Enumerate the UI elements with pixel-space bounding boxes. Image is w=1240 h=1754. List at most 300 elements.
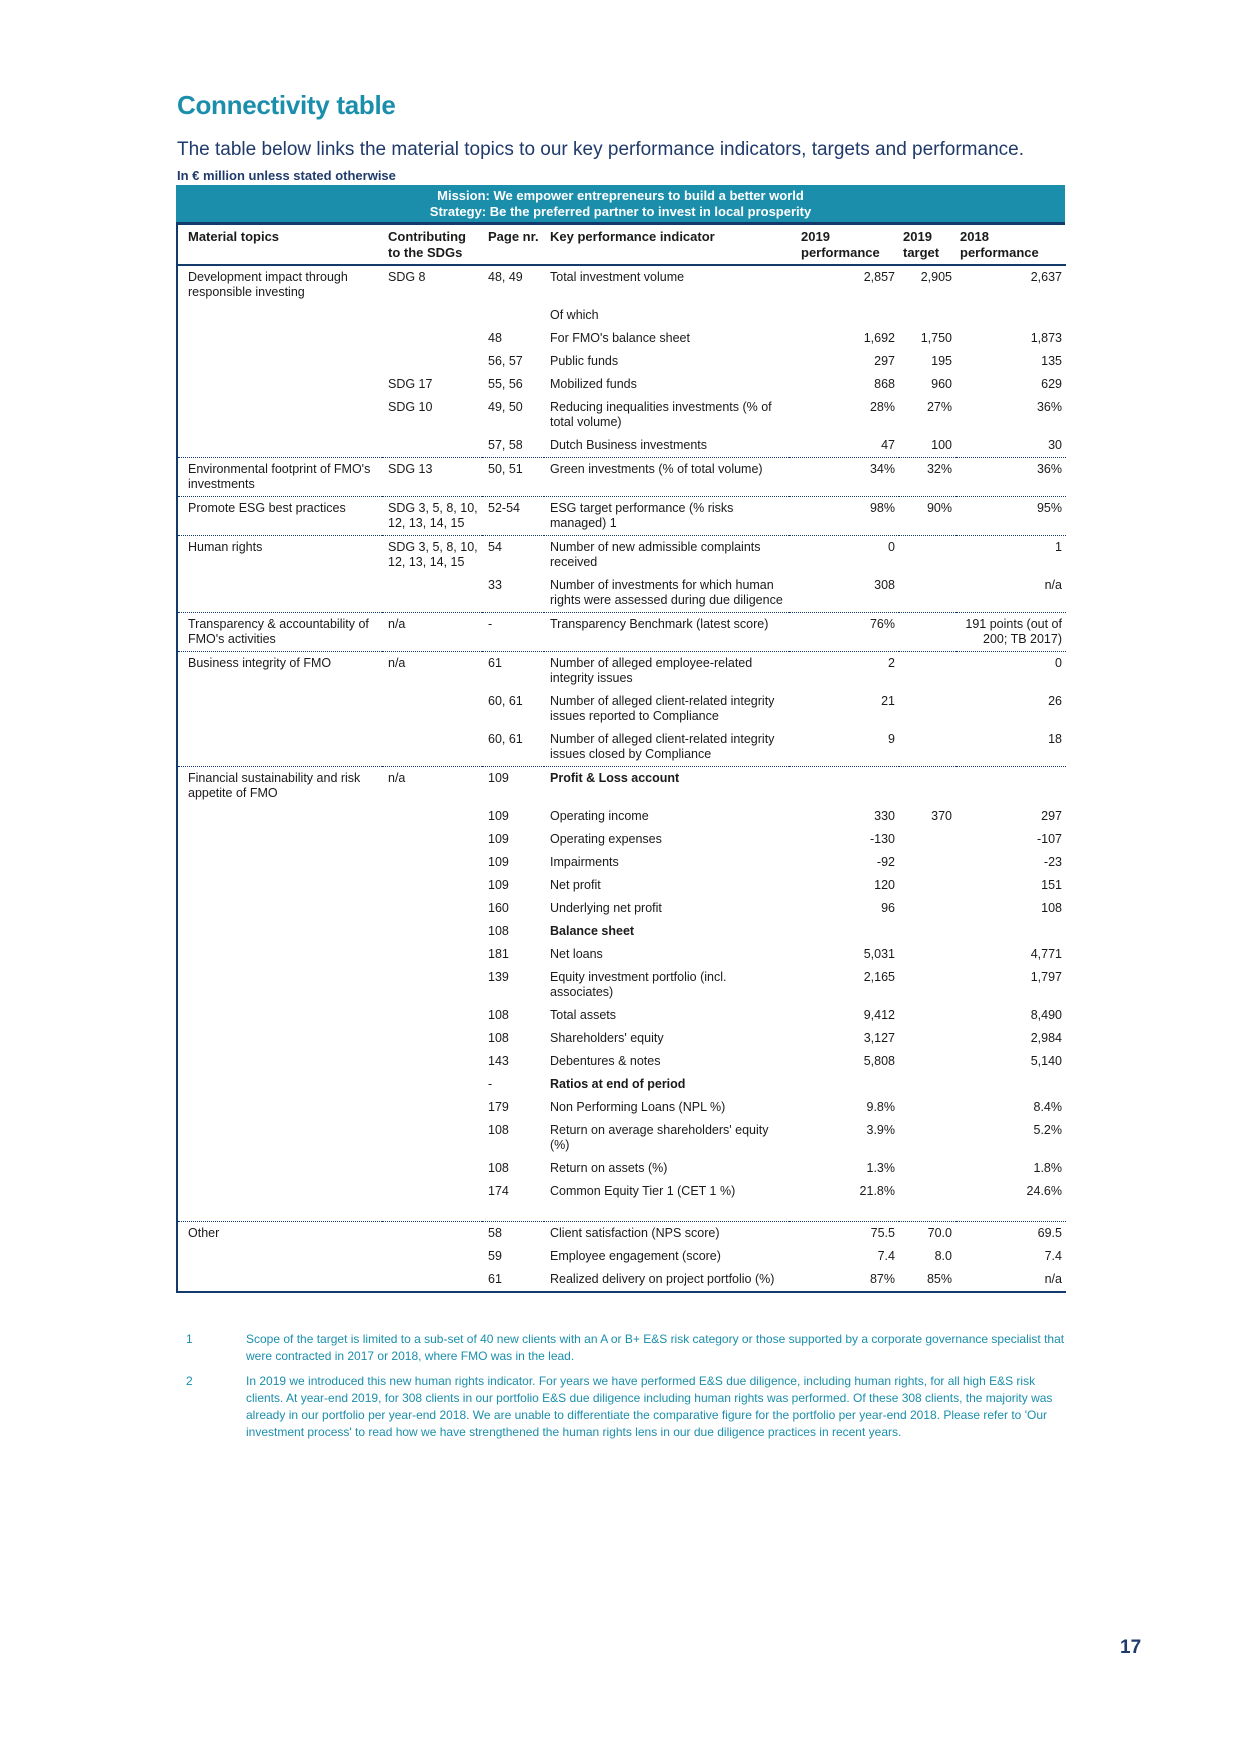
cell-page: 109 xyxy=(488,878,509,892)
cell-perf-2019: 868 xyxy=(874,377,895,391)
cell-perf-2018: n/a xyxy=(1044,1272,1062,1286)
cell-page: - xyxy=(482,613,544,652)
cell-kpi: Mobilized funds xyxy=(550,377,637,391)
cell-perf-2019: 9 xyxy=(888,732,895,746)
table-row xyxy=(177,265,1066,304)
cell-page: 139 xyxy=(488,970,509,984)
cell-kpi: Reducing inequalities investments (% of total volume) xyxy=(550,400,772,429)
cell-topic xyxy=(177,1027,382,1050)
cell-sdg xyxy=(382,574,482,613)
cell-target-2019: 27% xyxy=(926,400,952,414)
table-row xyxy=(177,828,1066,851)
cell-perf-2018: 95% xyxy=(956,497,1066,536)
cell-topic xyxy=(177,1245,382,1268)
table-row xyxy=(177,304,1066,327)
cell-page: 52-54 xyxy=(482,497,544,536)
cell-kpi: Balance sheet xyxy=(550,924,635,938)
table-row xyxy=(177,497,1066,536)
cell-page: 179 xyxy=(488,1100,509,1114)
cell-sdg xyxy=(382,1096,482,1119)
cell-page: 48, 49 xyxy=(488,270,523,284)
cell-perf-2019: 9,412 xyxy=(863,1008,895,1022)
cell-page: 49, 50 xyxy=(488,400,523,414)
connectivity-table xyxy=(176,185,1065,1293)
cell-topic xyxy=(177,1004,382,1027)
cell-kpi: Net profit xyxy=(550,878,601,892)
cell-topic xyxy=(177,1119,382,1157)
table-row xyxy=(177,920,1066,943)
cell-kpi: Net loans xyxy=(550,947,603,961)
cell-perf-2018: 5.2% xyxy=(1033,1123,1062,1137)
cell-target-2019 xyxy=(899,851,956,874)
cell-topic xyxy=(177,805,382,828)
cell-page: 55, 56 xyxy=(488,377,523,391)
table-row xyxy=(177,1096,1066,1119)
cell-perf-2018: 1,873 xyxy=(1030,331,1062,345)
cell-target-2019 xyxy=(899,1004,956,1027)
cell-perf-2019 xyxy=(789,304,899,327)
cell-page: - xyxy=(488,1077,493,1091)
cell-topic xyxy=(177,728,382,767)
cell-perf-2019: 28% xyxy=(869,400,895,414)
cell-sdg xyxy=(382,1027,482,1050)
cell-page: 108 xyxy=(488,1161,509,1175)
cell-perf-2018: 8,490 xyxy=(1030,1008,1062,1022)
page-number: 17 xyxy=(1120,1637,1142,1658)
cell-perf-2018: 1.8% xyxy=(1033,1161,1062,1175)
table-row xyxy=(177,1027,1066,1050)
cell-sdg: SDG 10 xyxy=(388,400,433,414)
cell-perf-2018: 24.6% xyxy=(1026,1184,1062,1198)
cell-page: 60, 61 xyxy=(488,732,523,746)
cell-sdg xyxy=(382,350,482,373)
cell-kpi: Debentures & notes xyxy=(550,1054,661,1068)
cell-kpi: Shareholders' equity xyxy=(550,1031,664,1045)
cell-topic xyxy=(177,966,382,1004)
cell-perf-2018: 69.5 xyxy=(956,1222,1066,1246)
cell-sdg xyxy=(382,1004,482,1027)
cell-kpi: Operating income xyxy=(550,809,649,823)
cell-perf-2018: -23 xyxy=(1043,855,1062,869)
header-page: Page nr. xyxy=(482,225,544,265)
table-row xyxy=(177,350,1066,373)
cell-page: 181 xyxy=(488,947,509,961)
cell-perf-2018: 8.4% xyxy=(1033,1100,1062,1114)
cell-perf-2019: 2,857 xyxy=(863,270,895,284)
cell-target-2019 xyxy=(899,1027,956,1050)
header-kpi: Key performance indicator xyxy=(544,225,789,265)
cell-page: 108 xyxy=(488,1123,509,1137)
cell-kpi: Dutch Business investments xyxy=(550,438,708,452)
cell-topic: Other xyxy=(177,1222,382,1246)
cell-sdg xyxy=(382,434,482,458)
header-perf-2018: 2018 performance xyxy=(956,225,1066,265)
header-target-2019: 2019 target xyxy=(899,225,956,265)
cell-kpi: Number of alleged client-related integrity issues closed by Compliance xyxy=(550,732,775,761)
table-row xyxy=(177,327,1066,350)
cell-target-2019 xyxy=(899,767,956,806)
table-row xyxy=(177,373,1066,396)
cell-kpi: Of which xyxy=(550,308,599,322)
cell-kpi: Number of new admissible complaints received xyxy=(544,536,789,575)
cell-target-2019 xyxy=(899,728,956,767)
table-row xyxy=(177,458,1066,497)
table-row xyxy=(177,434,1066,458)
cell-topic xyxy=(177,396,382,434)
cell-sdg xyxy=(382,304,482,327)
cell-topic xyxy=(177,851,382,874)
cell-sdg xyxy=(382,897,482,920)
cell-target-2019: 85% xyxy=(926,1272,952,1286)
cell-perf-2018: n/a xyxy=(1044,578,1062,592)
banner-strategy: Strategy: Be the preferred partner to invest in local prosperity xyxy=(429,204,812,219)
cell-topic xyxy=(177,920,382,943)
cell-page: 57, 58 xyxy=(488,438,523,452)
table-row xyxy=(177,1268,1066,1292)
header-topic: Material topics xyxy=(177,225,382,265)
cell-topic xyxy=(177,1157,382,1180)
cell-perf-2019: 2,165 xyxy=(863,970,895,984)
page-subtitle: The table below links the material topics to our key performance indicators, targets and performance. xyxy=(177,139,1024,160)
cell-perf-2019: 3,127 xyxy=(863,1031,895,1045)
cell-sdg xyxy=(382,943,482,966)
cell-target-2019: 32% xyxy=(899,458,956,497)
cell-target-2019 xyxy=(899,1073,956,1096)
cell-perf-2019: 87% xyxy=(869,1272,895,1286)
cell-sdg xyxy=(382,1222,482,1246)
cell-target-2019: 70.0 xyxy=(899,1222,956,1246)
cell-target-2019 xyxy=(899,1157,956,1180)
cell-kpi: Number of alleged employee-related integrity issues xyxy=(544,652,789,691)
cell-page: 33 xyxy=(488,578,502,592)
cell-target-2019: 8.0 xyxy=(934,1249,952,1263)
cell-kpi: Green investments (% of total volume) xyxy=(544,458,789,497)
cell-page: 50, 51 xyxy=(482,458,544,497)
cell-perf-2019: 3.9% xyxy=(866,1123,895,1137)
page-title: Connectivity table xyxy=(177,90,396,120)
cell-perf-2019 xyxy=(789,920,899,943)
cell-topic xyxy=(177,373,382,396)
cell-page: 54 xyxy=(482,536,544,575)
cell-kpi: Equity investment portfolio (incl. associates) xyxy=(550,970,727,999)
cell-page: 109 xyxy=(488,809,509,823)
cell-topic xyxy=(177,1268,382,1292)
cell-perf-2019: 0 xyxy=(789,536,899,575)
cell-target-2019 xyxy=(899,1180,956,1203)
cell-topic xyxy=(177,1073,382,1096)
footnote-number: 2 xyxy=(186,1374,193,1388)
cell-topic xyxy=(177,350,382,373)
cell-perf-2019: -92 xyxy=(876,855,895,869)
cell-page: 60, 61 xyxy=(488,694,523,708)
cell-topic xyxy=(177,828,382,851)
cell-perf-2019: 2 xyxy=(789,652,899,691)
cell-perf-2018 xyxy=(956,1073,1066,1096)
cell-topic xyxy=(177,434,382,458)
table-row xyxy=(177,1180,1066,1203)
cell-perf-2019: 1.3% xyxy=(866,1161,895,1175)
cell-target-2019 xyxy=(899,828,956,851)
cell-topic xyxy=(177,1180,382,1203)
cell-perf-2018: 36% xyxy=(956,458,1066,497)
table-row xyxy=(177,874,1066,897)
header-perf-2019: 2019 performance xyxy=(789,225,899,265)
cell-sdg xyxy=(382,728,482,767)
cell-page: 174 xyxy=(488,1184,509,1198)
cell-target-2019 xyxy=(899,652,956,691)
cell-target-2019 xyxy=(899,574,956,613)
cell-perf-2019: 47 xyxy=(881,438,895,452)
cell-perf-2019: 21.8% xyxy=(859,1184,895,1198)
cell-page: 56, 57 xyxy=(488,354,523,368)
spacer-cell xyxy=(177,1203,1066,1222)
table-spacer-row xyxy=(177,1203,1066,1222)
cell-perf-2018: 1,797 xyxy=(1030,970,1062,984)
header-sdg: Contributing to the SDGs xyxy=(382,225,482,265)
cell-perf-2018 xyxy=(956,920,1066,943)
table-banner xyxy=(176,185,1065,225)
cell-kpi: Public funds xyxy=(550,354,619,368)
cell-kpi: Total assets xyxy=(550,1008,617,1022)
cell-sdg: SDG 3, 5, 8, 10, 12, 13, 14, 15 xyxy=(382,497,482,536)
cell-target-2019 xyxy=(899,304,956,327)
cell-kpi: Total investment volume xyxy=(550,270,685,284)
cell-page: 108 xyxy=(488,1008,509,1022)
cell-perf-2018: 1 xyxy=(956,536,1066,575)
cell-perf-2018: 151 xyxy=(1041,878,1062,892)
cell-topic: Human rights xyxy=(177,536,382,575)
cell-target-2019 xyxy=(899,966,956,1004)
cell-kpi: Profit & Loss account xyxy=(544,767,789,806)
table-row xyxy=(177,1222,1066,1246)
cell-page: 143 xyxy=(488,1054,509,1068)
cell-topic xyxy=(177,1050,382,1073)
cell-perf-2019 xyxy=(789,767,899,806)
cell-perf-2018: 26 xyxy=(1048,694,1062,708)
cell-kpi: Common Equity Tier 1 (CET 1 %) xyxy=(550,1184,736,1198)
cell-target-2019 xyxy=(899,536,956,575)
cell-topic xyxy=(177,897,382,920)
cell-sdg: SDG 17 xyxy=(388,377,433,391)
table-row xyxy=(177,574,1066,613)
cell-perf-2018: 7.4 xyxy=(1044,1249,1062,1263)
table-header-row xyxy=(177,225,1066,265)
cell-kpi: Operating expenses xyxy=(550,832,662,846)
cell-sdg xyxy=(382,966,482,1004)
cell-topic: Financial sustainability and risk appetite of FMO xyxy=(177,767,382,806)
table-row xyxy=(177,652,1066,691)
cell-perf-2018: -107 xyxy=(1036,832,1062,846)
cell-page: 58 xyxy=(482,1222,544,1246)
cell-perf-2019: 98% xyxy=(789,497,899,536)
cell-perf-2019: 76% xyxy=(789,613,899,652)
cell-kpi: For FMO's balance sheet xyxy=(550,331,690,345)
cell-sdg xyxy=(382,690,482,728)
table-row xyxy=(177,943,1066,966)
cell-page: 48 xyxy=(488,331,502,345)
cell-perf-2018: 297 xyxy=(1041,809,1062,823)
cell-topic xyxy=(177,304,382,327)
cell-sdg xyxy=(382,327,482,350)
cell-sdg: n/a xyxy=(382,613,482,652)
cell-target-2019: 195 xyxy=(931,354,952,368)
cell-target-2019: 370 xyxy=(931,809,952,823)
cell-perf-2018: 5,140 xyxy=(1030,1054,1062,1068)
cell-kpi: Client satisfaction (NPS score) xyxy=(544,1222,789,1246)
cell-target-2019 xyxy=(899,897,956,920)
cell-sdg xyxy=(382,874,482,897)
cell-kpi: Transparency Benchmark (latest score) xyxy=(544,613,789,652)
cell-kpi: Number of alleged client-related integrity issues reported to Compliance xyxy=(550,694,775,723)
cell-perf-2019: 330 xyxy=(874,809,895,823)
cell-target-2019: 1,750 xyxy=(920,331,952,345)
cell-perf-2018: 135 xyxy=(1041,354,1062,368)
footnote-text: Scope of the target is limited to a sub-set of 40 new clients with an A or B+ E&S risk category or those supported by a corporate governance specialist that were contracted in 2017 or 2018, where FMO was in the lead. xyxy=(246,1332,1065,1363)
table-row xyxy=(177,897,1066,920)
cell-perf-2018: 191 points (out of 200; TB 2017) xyxy=(956,613,1066,652)
cell-topic xyxy=(177,690,382,728)
cell-perf-2019: 21 xyxy=(881,694,895,708)
cell-kpi: Return on assets (%) xyxy=(550,1161,668,1175)
cell-target-2019: 90% xyxy=(899,497,956,536)
cell-perf-2019: 9.8% xyxy=(866,1100,895,1114)
cell-topic: Development impact through responsible investing xyxy=(188,270,348,299)
cell-page: 108 xyxy=(488,924,509,938)
footnote xyxy=(186,1373,1066,1441)
table-row xyxy=(177,805,1066,828)
cell-page: 108 xyxy=(488,1031,509,1045)
cell-perf-2019: 297 xyxy=(874,354,895,368)
banner-mission: Mission: We empower entrepreneurs to build a better world xyxy=(437,188,804,203)
cell-target-2019: 100 xyxy=(931,438,952,452)
cell-topic xyxy=(177,1096,382,1119)
footnotes xyxy=(186,1331,1066,1449)
cell-perf-2019: 308 xyxy=(874,578,895,592)
cell-topic: Transparency & accountability of FMO's activities xyxy=(177,613,382,652)
table-row xyxy=(177,966,1066,1004)
table-row xyxy=(177,1119,1066,1157)
cell-page: 61 xyxy=(488,1272,502,1286)
cell-topic: Business integrity of FMO xyxy=(177,652,382,691)
cell-perf-2018: 30 xyxy=(1048,438,1062,452)
kpi-table xyxy=(176,225,1066,1293)
table-row xyxy=(177,536,1066,575)
unit-note: In € million unless stated otherwise xyxy=(177,168,396,183)
table-row xyxy=(177,1073,1066,1096)
cell-target-2019: 2,905 xyxy=(920,270,952,284)
table-row xyxy=(177,728,1066,767)
cell-perf-2019: 5,808 xyxy=(863,1054,895,1068)
cell-perf-2019: 7.4 xyxy=(877,1249,895,1263)
cell-kpi: Return on average shareholders' equity (%) xyxy=(550,1123,769,1152)
cell-page: 109 xyxy=(482,767,544,806)
cell-page: 59 xyxy=(488,1249,502,1263)
cell-sdg xyxy=(382,1119,482,1157)
cell-sdg xyxy=(382,1180,482,1203)
cell-sdg xyxy=(382,805,482,828)
cell-topic xyxy=(177,874,382,897)
cell-topic xyxy=(177,327,382,350)
footnote-text: In 2019 we introduced this new human rights indicator. For years we have performed E&S due diligence, including human rights, for all high E&S risk clients. At year-end 2019, for 308 clients in our portfolio E&S due diligence including human rights was performed. Of these 308 clients, the majority was already in our portfolio per year-end 2018. We are unable to differentiate the comparative figure for the portfolio per year-end 2018. Please refer to 'Our investment process' to read how we have strengthened the human rights lens in our due diligence practices in recent years. xyxy=(246,1374,1053,1439)
cell-topic: Environmental footprint of FMO's investments xyxy=(177,458,382,497)
table-row xyxy=(177,851,1066,874)
cell-sdg xyxy=(382,1268,482,1292)
cell-target-2019 xyxy=(899,874,956,897)
cell-target-2019 xyxy=(899,1119,956,1157)
cell-perf-2018 xyxy=(956,767,1066,806)
cell-sdg xyxy=(382,828,482,851)
cell-target-2019 xyxy=(899,690,956,728)
cell-sdg: SDG 8 xyxy=(388,270,426,284)
cell-kpi: ESG target performance (% risks managed) 1 xyxy=(544,497,789,536)
cell-topic xyxy=(177,943,382,966)
cell-sdg: SDG 3, 5, 8, 10, 12, 13, 14, 15 xyxy=(382,536,482,575)
cell-perf-2019: -130 xyxy=(869,832,895,846)
cell-sdg xyxy=(382,920,482,943)
table-body xyxy=(177,265,1066,1292)
cell-page: 109 xyxy=(488,832,509,846)
cell-perf-2018 xyxy=(956,304,1066,327)
cell-perf-2019: 75.5 xyxy=(789,1222,899,1246)
cell-topic xyxy=(177,574,382,613)
cell-perf-2018: 18 xyxy=(1048,732,1062,746)
cell-kpi: Non Performing Loans (NPL %) xyxy=(550,1100,726,1114)
table-row xyxy=(177,767,1066,806)
cell-perf-2018: 629 xyxy=(1041,377,1062,391)
cell-target-2019 xyxy=(899,943,956,966)
cell-page: 61 xyxy=(482,652,544,691)
table-row xyxy=(177,690,1066,728)
cell-target-2019 xyxy=(899,1050,956,1073)
cell-kpi: Realized delivery on project portfolio (%) xyxy=(550,1272,775,1286)
cell-perf-2019: 34% xyxy=(789,458,899,497)
cell-page: 160 xyxy=(488,901,509,915)
cell-perf-2019: 120 xyxy=(874,878,895,892)
table-row xyxy=(177,1157,1066,1180)
table-row xyxy=(177,1245,1066,1268)
cell-perf-2019 xyxy=(789,1073,899,1096)
table-row xyxy=(177,613,1066,652)
cell-sdg xyxy=(382,851,482,874)
footnote-number: 1 xyxy=(186,1332,193,1346)
cell-sdg xyxy=(382,1073,482,1096)
cell-sdg xyxy=(382,1157,482,1180)
cell-kpi: Impairments xyxy=(550,855,619,869)
cell-kpi: Underlying net profit xyxy=(550,901,662,915)
cell-page xyxy=(482,304,544,327)
cell-perf-2018: 4,771 xyxy=(1030,947,1062,961)
cell-sdg: n/a xyxy=(382,767,482,806)
cell-target-2019 xyxy=(899,1096,956,1119)
cell-kpi: Employee engagement (score) xyxy=(550,1249,721,1263)
cell-perf-2018: 2,637 xyxy=(1030,270,1062,284)
cell-page: 109 xyxy=(488,855,509,869)
cell-kpi: Number of investments for which human rights were assessed during due diligence xyxy=(550,578,783,607)
table-row xyxy=(177,1050,1066,1073)
cell-sdg: SDG 13 xyxy=(382,458,482,497)
cell-perf-2018: 2,984 xyxy=(1030,1031,1062,1045)
table-row xyxy=(177,396,1066,434)
cell-sdg xyxy=(382,1050,482,1073)
cell-target-2019 xyxy=(899,920,956,943)
footnote xyxy=(186,1331,1066,1365)
cell-sdg xyxy=(382,1245,482,1268)
cell-perf-2018: 0 xyxy=(956,652,1066,691)
cell-perf-2019: 5,031 xyxy=(863,947,895,961)
cell-target-2019: 960 xyxy=(931,377,952,391)
cell-target-2019 xyxy=(899,613,956,652)
cell-perf-2018: 108 xyxy=(1041,901,1062,915)
